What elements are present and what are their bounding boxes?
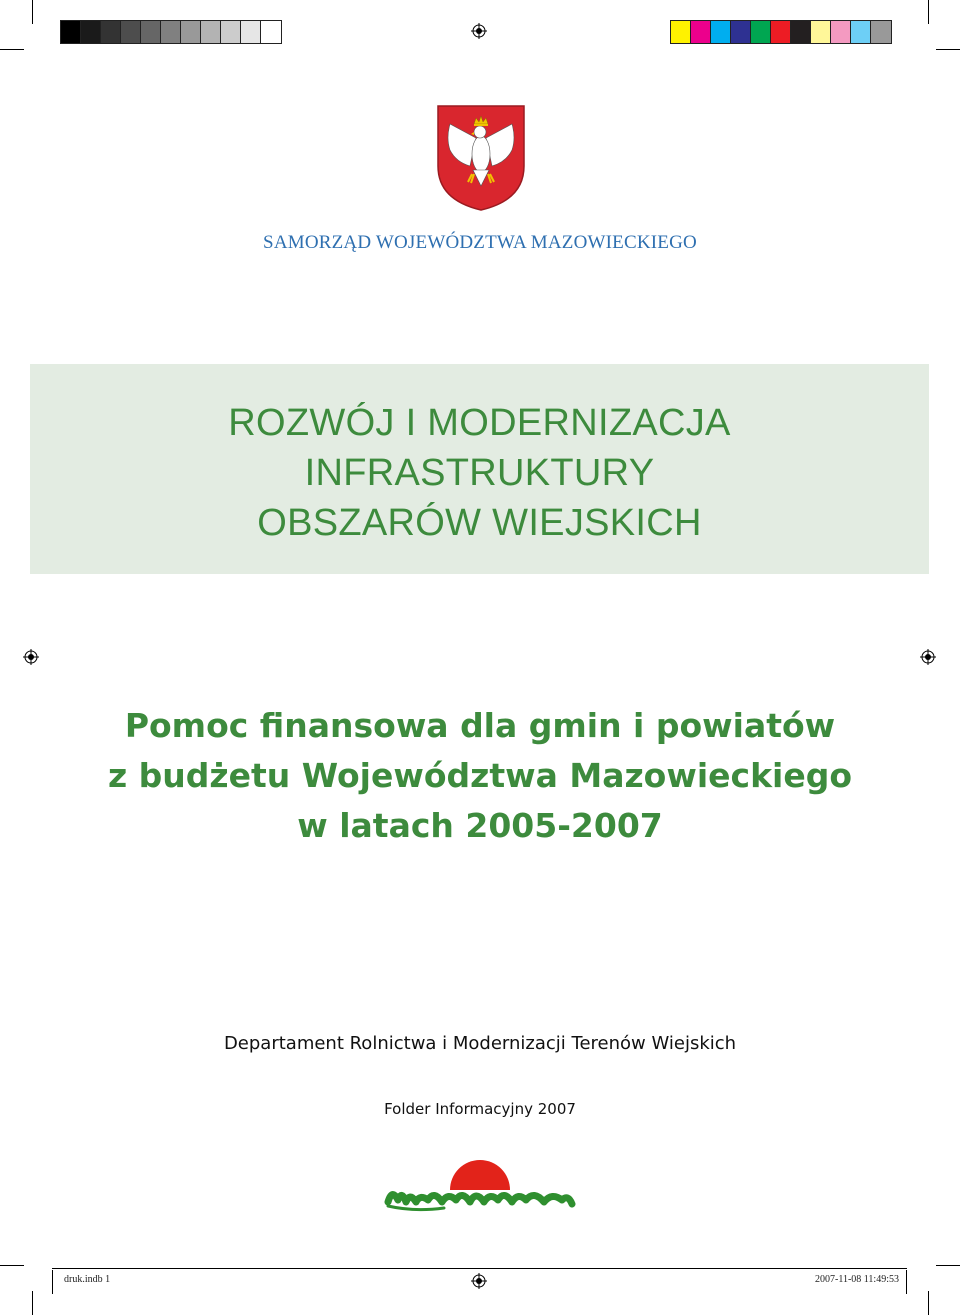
crop-mark — [32, 0, 33, 24]
crop-mark — [936, 1265, 960, 1266]
organization-name: SAMORZĄD WOJEWÓDZTWA MAZOWIECKIEGO — [263, 232, 697, 253]
color-swatch — [81, 21, 101, 43]
crop-mark — [928, 0, 929, 24]
crop-mark — [32, 1291, 33, 1315]
color-swatch — [851, 21, 871, 43]
color-swatch — [261, 21, 281, 43]
color-swatch — [731, 21, 751, 43]
title-box — [30, 364, 929, 574]
slug-timestamp: 2007-11-08 11:49:53 — [815, 1274, 899, 1285]
color-swatch — [61, 21, 81, 43]
color-swatch — [751, 21, 771, 43]
registration-mark-icon — [23, 649, 39, 665]
crop-mark — [0, 49, 24, 50]
registration-mark-icon — [471, 23, 487, 39]
crop-mark — [906, 1270, 907, 1294]
color-swatch — [181, 21, 201, 43]
color-swatch — [791, 21, 811, 43]
registration-mark-icon — [920, 649, 936, 665]
slug-rule — [52, 1268, 907, 1269]
subtitle-line: w latach 2005-2007 — [297, 806, 663, 845]
title-line: ROZWÓJ I MODERNIZACJA — [228, 402, 731, 444]
color-swatch — [711, 21, 731, 43]
registration-mark-icon — [471, 1273, 487, 1289]
crop-mark — [928, 1291, 929, 1315]
mazowsze-logo — [384, 1160, 576, 1218]
color-swatch — [221, 21, 241, 43]
title-line: OBSZARÓW WIEJSKICH — [257, 502, 702, 544]
color-swatch — [871, 21, 891, 43]
title-line: INFRASTRUKTURY — [304, 452, 655, 494]
department-name: Departament Rolnictwa i Modernizacji Terenów Wiejskich — [223, 1033, 737, 1054]
crop-mark — [0, 1265, 24, 1266]
subtitle-line: Pomoc finansowa dla gmin i powiatów — [124, 706, 836, 745]
color-swatch — [201, 21, 221, 43]
gray-color-bar — [60, 20, 282, 44]
coat-of-arms-icon — [436, 104, 526, 212]
color-swatch — [771, 21, 791, 43]
color-swatch — [811, 21, 831, 43]
color-swatch — [161, 21, 181, 43]
subtitle-line: z budżetu Województwa Mazowieckiego — [107, 756, 853, 795]
slug-file-info: druk.indb 1 — [64, 1274, 111, 1285]
process-color-bar — [670, 20, 892, 44]
color-swatch — [101, 21, 121, 43]
color-swatch — [121, 21, 141, 43]
color-swatch — [671, 21, 691, 43]
color-swatch — [831, 21, 851, 43]
color-swatch — [691, 21, 711, 43]
color-swatch — [141, 21, 161, 43]
folder-label: Folder Informacyjny 2007 — [384, 1100, 576, 1118]
crop-mark — [936, 49, 960, 50]
crop-mark — [52, 1270, 53, 1294]
color-swatch — [241, 21, 261, 43]
